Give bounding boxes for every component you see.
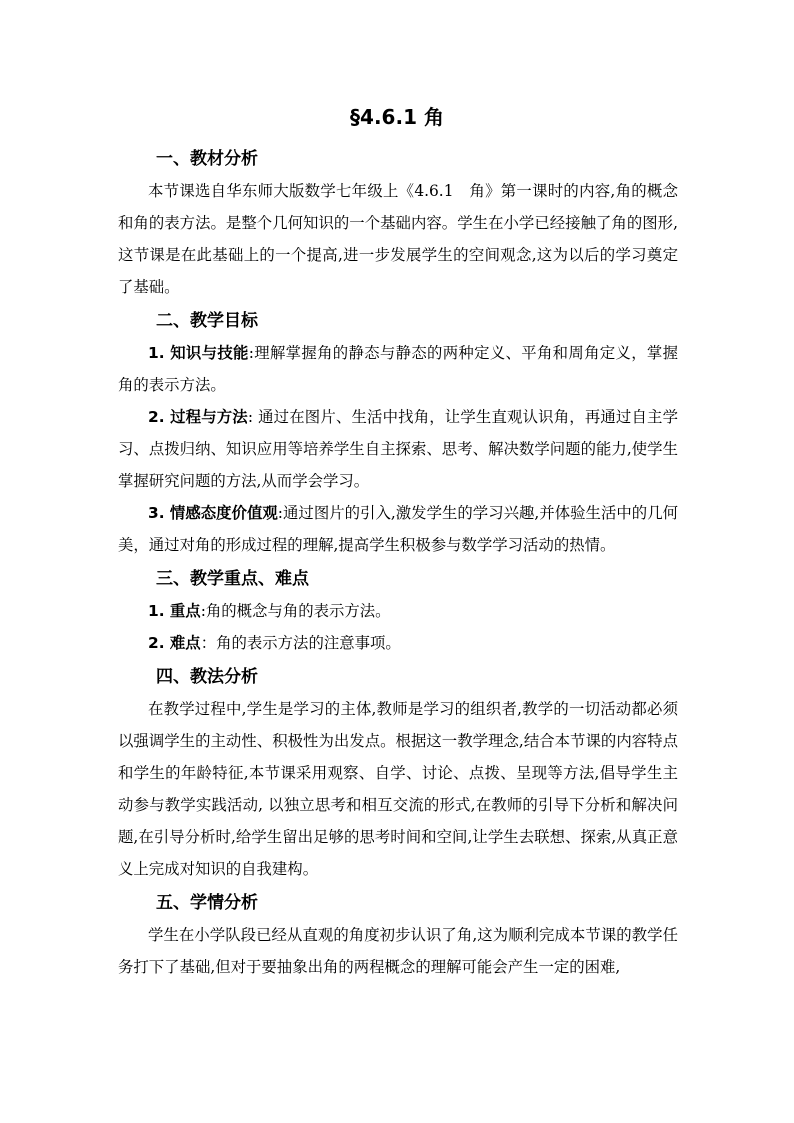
goal-item (118, 497, 678, 561)
section-heading-key-points: 三、教学重点、难点 (156, 569, 309, 589)
section-paragraph-textbook-analysis: 本节课选自华东师大版数学七年级上《4.6.1 角》第一课时的内容,角的概念和角的表方法。是整个几何知识的一个基础内容。学生在小学已经接触了角的图形,这节课是在此基础上的一个提高,进一步发展学生的空间观念,这为以后的学习奠定了基础。 (118, 182, 678, 296)
goal-label: 2. 过程与方法 (148, 408, 248, 426)
key-point-text: ：角的表示方法的注意事项。 (200, 634, 401, 652)
goal-text: :通过图片的引入,激发学生的学习兴趣,并体验生活中的几何美，通过对角的形成过程的理解,提高学生积极参与数学学习活动的热情。 (118, 504, 678, 554)
key-point-text: :角的概念与角的表示方法。 (200, 602, 391, 620)
section-paragraph-student-analysis: 学生在小学队段已经从直观的角度初步认识了角,这为顺利完成本节课的教学任务打下了基础,但对于要抽象出角的两程概念的理解可能会产生一定的困难, (118, 926, 678, 976)
section-heading-textbook-analysis: 一、教材分析 (156, 149, 258, 169)
key-point-label: 1. 重点 (148, 602, 201, 620)
section-heading-teaching-goals: 二、教学目标 (156, 311, 258, 331)
key-point-label: 2. 难点 (148, 634, 201, 652)
section-heading-teaching-method: 四、教法分析 (156, 667, 258, 687)
document-title: §4.6.1 角 (350, 105, 444, 129)
goal-item (118, 337, 678, 401)
goal-text: : 通过在图片、生活中找角，让学生直观认识角，再通过自主学习、点拨归纳、知识应用等培养学生自主探索、思考、解决数学问题的能力,使学生掌握研究问题的方法,从而学会学习。 (118, 408, 678, 490)
goal-text: :理解掌握角的静态与静态的两种定义、平角和周角定义，掌握角的表示方法。 (118, 344, 678, 394)
section-heading-student-analysis: 五、学情分析 (156, 893, 258, 913)
section-paragraph-teaching-method: 在教学过程中,学生是学习的主体,教师是学习的组织者,教学的一切活动都必须以强调学生的主动性、积极性为出发点。根据这一教学理念,结合本节课的内容特点和学生的年龄特征,本节课采用观察、自学、讨论、点拨、呈现等方法,倡导学生主动参与教学实践活动, 以独立思考和相互交流的形式,在教师的引导下分析和解决问题,在引导分析时,给学生留出足够的思考时间和空间,让学生去联想、探索,从真正意义上完成对知识的自我建构。 (118, 700, 678, 878)
goal-label: 3. 情感态度价值观 (148, 504, 278, 522)
key-point-item (118, 595, 678, 627)
document-body (118, 143, 678, 983)
key-point-item (118, 627, 678, 659)
goal-item (118, 401, 678, 497)
goal-label: 1. 知识与技能 (148, 344, 249, 362)
